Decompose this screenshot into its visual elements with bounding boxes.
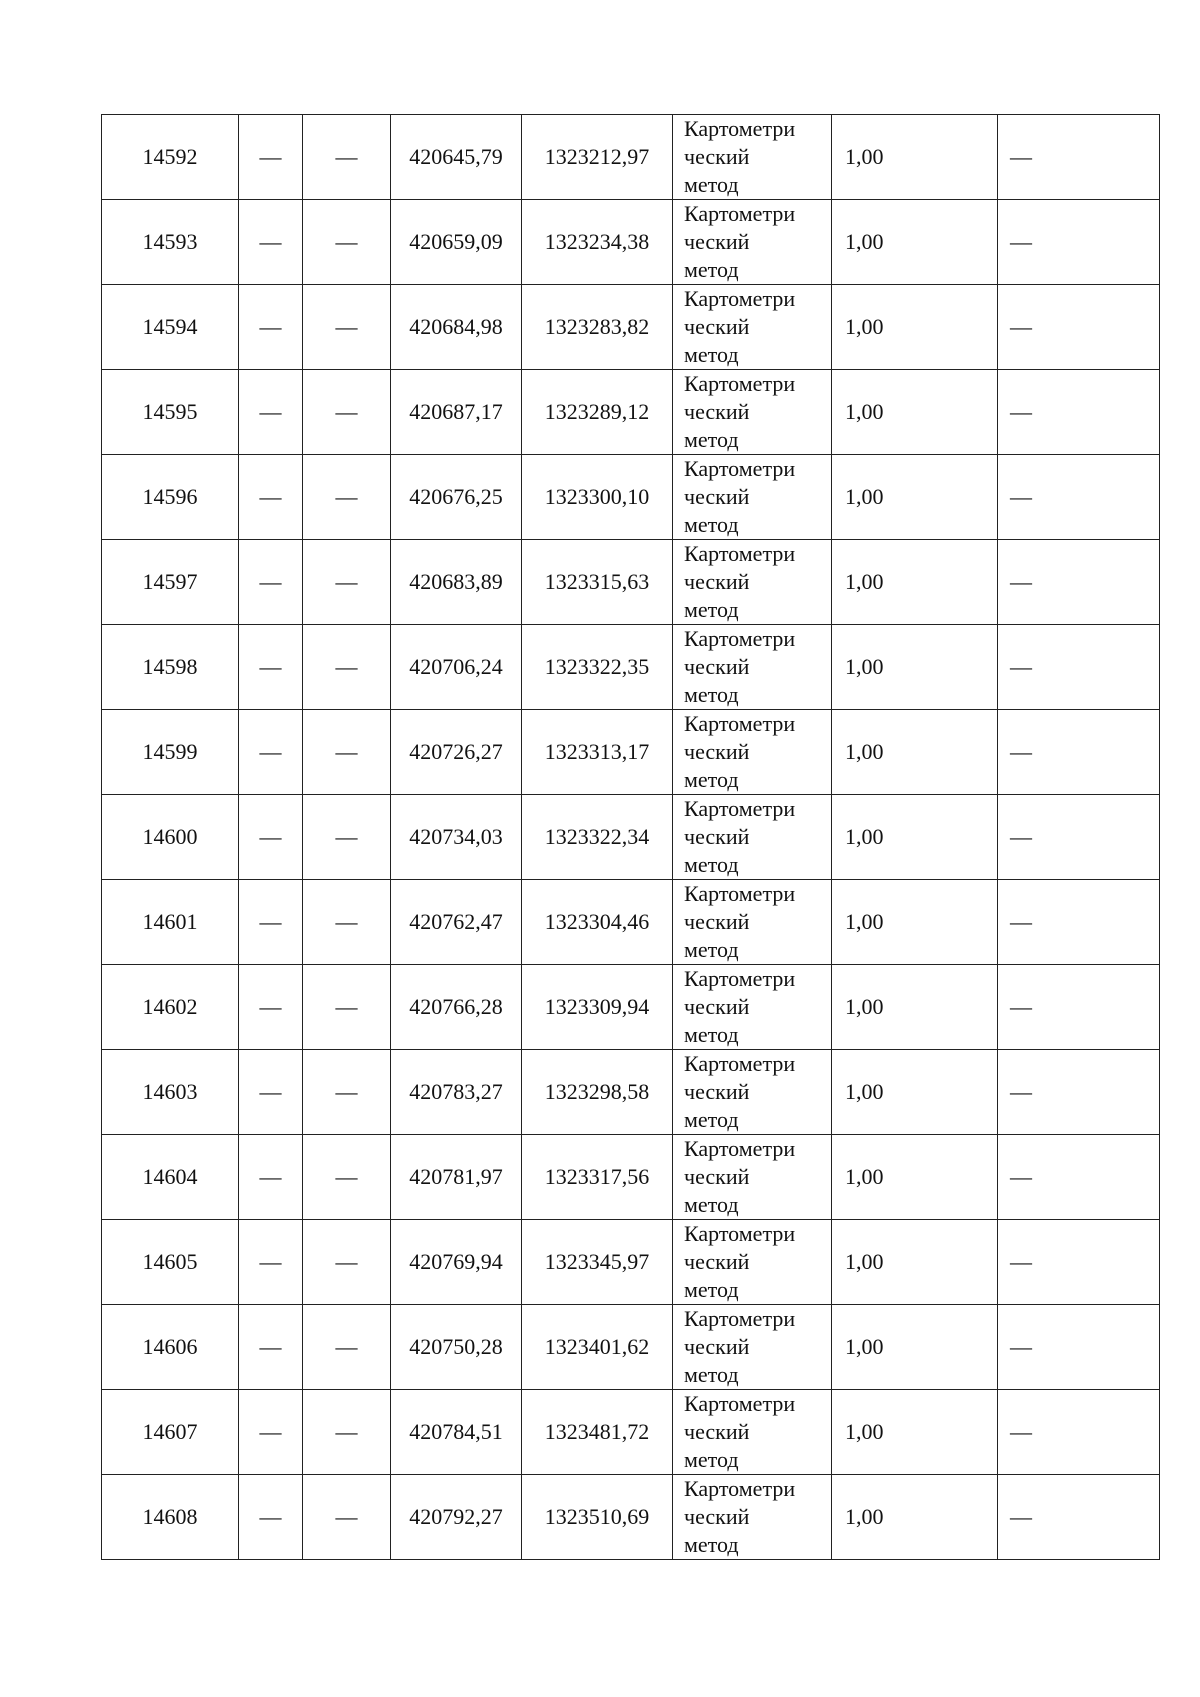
method-text-line: Картометри	[684, 1051, 796, 1076]
method-text-line: Картометри	[684, 796, 796, 821]
method-cell	[673, 1220, 832, 1305]
method-text-line: Картометри	[684, 541, 796, 566]
column-3-cell: —	[303, 625, 391, 710]
point-number-cell: 14606	[102, 1305, 239, 1390]
method-text-line: ческий	[684, 994, 750, 1019]
method-cell	[673, 625, 832, 710]
method-text-line: Картометри	[684, 711, 796, 736]
column-2-cell: —	[239, 880, 303, 965]
method-text-line: метод	[684, 767, 739, 792]
x-coordinate-cell: 420783,27	[391, 1050, 522, 1135]
column-3-cell: —	[303, 115, 391, 200]
point-number-cell: 14594	[102, 285, 239, 370]
method-cell	[673, 1390, 832, 1475]
method-text-line: ческий	[684, 1164, 750, 1189]
method-text-line: Картометри	[684, 1306, 796, 1331]
table-row	[102, 880, 1160, 965]
column-2-cell: —	[239, 1135, 303, 1220]
method-text-line: Картометри	[684, 116, 796, 141]
column-2-cell: —	[239, 370, 303, 455]
y-coordinate-cell: 1323234,38	[522, 200, 673, 285]
method-text-line: метод	[684, 1362, 739, 1387]
table-row	[102, 1135, 1160, 1220]
method-text-line: Картометри	[684, 881, 796, 906]
note-cell: —	[998, 795, 1160, 880]
x-coordinate-cell: 420750,28	[391, 1305, 522, 1390]
accuracy-cell: 1,00	[832, 1220, 998, 1305]
table-row	[102, 795, 1160, 880]
table-row	[102, 115, 1160, 200]
x-coordinate-cell: 420766,28	[391, 965, 522, 1050]
method-cell	[673, 880, 832, 965]
x-coordinate-cell: 420645,79	[391, 115, 522, 200]
y-coordinate-cell: 1323345,97	[522, 1220, 673, 1305]
accuracy-cell: 1,00	[832, 370, 998, 455]
x-coordinate-cell: 420659,09	[391, 200, 522, 285]
method-text-line: ческий	[684, 739, 750, 764]
method-cell	[673, 1135, 832, 1220]
note-cell: —	[998, 625, 1160, 710]
method-text-line: ческий	[684, 1419, 750, 1444]
method-text-line: метод	[684, 512, 739, 537]
note-cell: —	[998, 370, 1160, 455]
point-number-cell: 14607	[102, 1390, 239, 1475]
method-text-line: Картометри	[684, 201, 796, 226]
y-coordinate-cell: 1323313,17	[522, 710, 673, 795]
method-cell	[673, 540, 832, 625]
table-row	[102, 625, 1160, 710]
table-row	[102, 710, 1160, 795]
accuracy-cell: 1,00	[832, 1050, 998, 1135]
column-2-cell: —	[239, 1390, 303, 1475]
y-coordinate-cell: 1323300,10	[522, 455, 673, 540]
method-text-line: метод	[684, 852, 739, 877]
method-text-line: Картометри	[684, 626, 796, 651]
column-2-cell: —	[239, 1475, 303, 1560]
accuracy-cell: 1,00	[832, 1390, 998, 1475]
method-cell	[673, 1050, 832, 1135]
note-cell: —	[998, 1305, 1160, 1390]
method-text-line: метод	[684, 682, 739, 707]
note-cell: —	[998, 880, 1160, 965]
method-text-line: ческий	[684, 1079, 750, 1104]
x-coordinate-cell: 420683,89	[391, 540, 522, 625]
y-coordinate-cell: 1323289,12	[522, 370, 673, 455]
point-number-cell: 14599	[102, 710, 239, 795]
note-cell: —	[998, 285, 1160, 370]
y-coordinate-cell: 1323317,56	[522, 1135, 673, 1220]
method-text-line: метод	[684, 1192, 739, 1217]
note-cell: —	[998, 115, 1160, 200]
accuracy-cell: 1,00	[832, 1135, 998, 1220]
y-coordinate-cell: 1323315,63	[522, 540, 673, 625]
column-2-cell: —	[239, 540, 303, 625]
column-3-cell: —	[303, 200, 391, 285]
note-cell: —	[998, 965, 1160, 1050]
method-cell	[673, 795, 832, 880]
accuracy-cell: 1,00	[832, 965, 998, 1050]
method-text-line: метод	[684, 937, 739, 962]
point-number-cell: 14603	[102, 1050, 239, 1135]
y-coordinate-cell: 1323481,72	[522, 1390, 673, 1475]
x-coordinate-cell: 420734,03	[391, 795, 522, 880]
y-coordinate-cell: 1323510,69	[522, 1475, 673, 1560]
x-coordinate-cell: 420684,98	[391, 285, 522, 370]
method-text-line: метод	[684, 1022, 739, 1047]
column-3-cell: —	[303, 1305, 391, 1390]
method-text-line: Картометри	[684, 966, 796, 991]
table-row	[102, 965, 1160, 1050]
y-coordinate-cell: 1323298,58	[522, 1050, 673, 1135]
column-3-cell: —	[303, 1390, 391, 1475]
x-coordinate-cell: 420781,97	[391, 1135, 522, 1220]
table-row	[102, 1390, 1160, 1475]
accuracy-cell: 1,00	[832, 710, 998, 795]
x-coordinate-cell: 420762,47	[391, 880, 522, 965]
accuracy-cell: 1,00	[832, 285, 998, 370]
note-cell: —	[998, 200, 1160, 285]
point-number-cell: 14605	[102, 1220, 239, 1305]
method-text-line: ческий	[684, 909, 750, 934]
table-row	[102, 285, 1160, 370]
method-cell	[673, 455, 832, 540]
accuracy-cell: 1,00	[832, 1305, 998, 1390]
table-row	[102, 540, 1160, 625]
accuracy-cell: 1,00	[832, 625, 998, 710]
y-coordinate-cell: 1323322,35	[522, 625, 673, 710]
note-cell: —	[998, 1135, 1160, 1220]
method-text-line: метод	[684, 342, 739, 367]
y-coordinate-cell: 1323283,82	[522, 285, 673, 370]
method-text-line: метод	[684, 1277, 739, 1302]
method-cell	[673, 370, 832, 455]
point-number-cell: 14597	[102, 540, 239, 625]
method-cell	[673, 710, 832, 795]
accuracy-cell: 1,00	[832, 200, 998, 285]
column-2-cell: —	[239, 115, 303, 200]
method-text-line: ческий	[684, 314, 750, 339]
note-cell: —	[998, 1390, 1160, 1475]
method-text-line: Картометри	[684, 1391, 796, 1416]
x-coordinate-cell: 420769,94	[391, 1220, 522, 1305]
accuracy-cell: 1,00	[832, 1475, 998, 1560]
method-text-line: метод	[684, 257, 739, 282]
point-number-cell: 14602	[102, 965, 239, 1050]
column-2-cell: —	[239, 455, 303, 540]
method-cell	[673, 1475, 832, 1560]
note-cell: —	[998, 455, 1160, 540]
point-number-cell: 14601	[102, 880, 239, 965]
point-number-cell: 14596	[102, 455, 239, 540]
coordinates-table	[101, 114, 1160, 1560]
method-text-line: Картометри	[684, 286, 796, 311]
table-row	[102, 370, 1160, 455]
column-3-cell: —	[303, 1050, 391, 1135]
method-text-line: Картометри	[684, 371, 796, 396]
table-row	[102, 1475, 1160, 1560]
accuracy-cell: 1,00	[832, 115, 998, 200]
column-3-cell: —	[303, 1220, 391, 1305]
method-text-line: Картометри	[684, 1136, 796, 1161]
y-coordinate-cell: 1323322,34	[522, 795, 673, 880]
point-number-cell: 14592	[102, 115, 239, 200]
method-text-line: ческий	[684, 1249, 750, 1274]
accuracy-cell: 1,00	[832, 795, 998, 880]
accuracy-cell: 1,00	[832, 540, 998, 625]
column-2-cell: —	[239, 625, 303, 710]
column-3-cell: —	[303, 455, 391, 540]
x-coordinate-cell: 420706,24	[391, 625, 522, 710]
x-coordinate-cell: 420726,27	[391, 710, 522, 795]
method-cell	[673, 285, 832, 370]
method-text-line: метод	[684, 1107, 739, 1132]
column-3-cell: —	[303, 795, 391, 880]
method-cell	[673, 965, 832, 1050]
x-coordinate-cell: 420784,51	[391, 1390, 522, 1475]
method-text-line: метод	[684, 597, 739, 622]
table-row	[102, 455, 1160, 540]
point-number-cell: 14593	[102, 200, 239, 285]
x-coordinate-cell: 420676,25	[391, 455, 522, 540]
method-text-line: ческий	[684, 144, 750, 169]
y-coordinate-cell: 1323401,62	[522, 1305, 673, 1390]
method-text-line: Картометри	[684, 1476, 796, 1501]
method-text-line: метод	[684, 1532, 739, 1557]
method-text-line: ческий	[684, 824, 750, 849]
table-row	[102, 1050, 1160, 1135]
method-text-line: Картометри	[684, 456, 796, 481]
method-text-line: ческий	[684, 229, 750, 254]
point-number-cell: 14600	[102, 795, 239, 880]
column-2-cell: —	[239, 1050, 303, 1135]
accuracy-cell: 1,00	[832, 455, 998, 540]
column-2-cell: —	[239, 710, 303, 795]
method-text-line: ческий	[684, 569, 750, 594]
method-text-line: ческий	[684, 484, 750, 509]
point-number-cell: 14608	[102, 1475, 239, 1560]
column-2-cell: —	[239, 965, 303, 1050]
column-3-cell: —	[303, 965, 391, 1050]
method-text-line: Картометри	[684, 1221, 796, 1246]
method-cell	[673, 1305, 832, 1390]
y-coordinate-cell: 1323304,46	[522, 880, 673, 965]
method-text-line: метод	[684, 427, 739, 452]
method-text-line: ческий	[684, 399, 750, 424]
table-body	[102, 115, 1160, 1560]
x-coordinate-cell: 420792,27	[391, 1475, 522, 1560]
method-text-line: метод	[684, 1447, 739, 1472]
table-row	[102, 1305, 1160, 1390]
x-coordinate-cell: 420687,17	[391, 370, 522, 455]
column-2-cell: —	[239, 1305, 303, 1390]
table-row	[102, 1220, 1160, 1305]
point-number-cell: 14595	[102, 370, 239, 455]
table-row	[102, 200, 1160, 285]
column-3-cell: —	[303, 285, 391, 370]
column-3-cell: —	[303, 540, 391, 625]
method-cell	[673, 115, 832, 200]
column-2-cell: —	[239, 200, 303, 285]
column-2-cell: —	[239, 285, 303, 370]
note-cell: —	[998, 710, 1160, 795]
column-2-cell: —	[239, 795, 303, 880]
y-coordinate-cell: 1323309,94	[522, 965, 673, 1050]
column-3-cell: —	[303, 710, 391, 795]
method-text-line: метод	[684, 172, 739, 197]
method-cell	[673, 200, 832, 285]
note-cell: —	[998, 1475, 1160, 1560]
method-text-line: ческий	[684, 1334, 750, 1359]
point-number-cell: 14604	[102, 1135, 239, 1220]
note-cell: —	[998, 1050, 1160, 1135]
accuracy-cell: 1,00	[832, 880, 998, 965]
note-cell: —	[998, 1220, 1160, 1305]
y-coordinate-cell: 1323212,97	[522, 115, 673, 200]
note-cell: —	[998, 540, 1160, 625]
column-3-cell: —	[303, 1475, 391, 1560]
point-number-cell: 14598	[102, 625, 239, 710]
column-3-cell: —	[303, 370, 391, 455]
method-text-line: ческий	[684, 654, 750, 679]
column-2-cell: —	[239, 1220, 303, 1305]
column-3-cell: —	[303, 880, 391, 965]
method-text-line: ческий	[684, 1504, 750, 1529]
column-3-cell: —	[303, 1135, 391, 1220]
